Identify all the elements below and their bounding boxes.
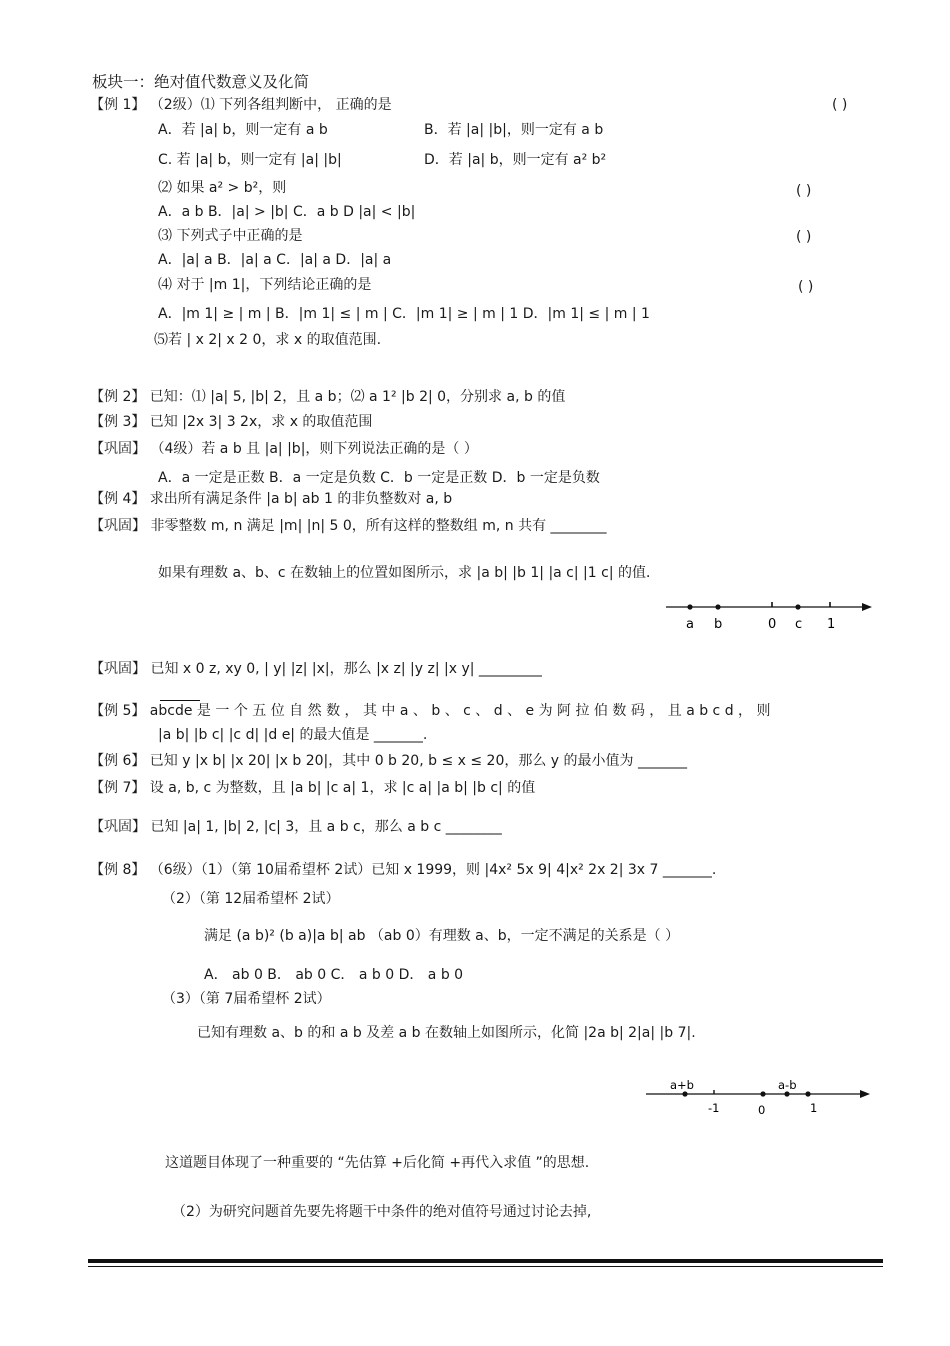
example-8-part-2: （2）（第 12届希望杯 2试） bbox=[162, 891, 340, 907]
label-a: a bbox=[686, 617, 694, 632]
number-line-1 bbox=[660, 595, 880, 635]
footer-rule-thick bbox=[88, 1259, 883, 1263]
option-line: D．若 |a| b，则一定有 a² b² bbox=[424, 152, 607, 168]
label-0: 0 bbox=[768, 617, 777, 632]
example-5-line-1: 【例 5】 abcde 是 一 个 五 位 自 然 数 ， 其 中 a 、 b 、 c 、 d 、 e 为 阿 拉 伯 数 码 ， 且 a b c d ， 则 bbox=[90, 703, 771, 719]
label-1: 1 bbox=[827, 617, 836, 632]
label-minus-1: -1 bbox=[708, 1101, 720, 1115]
example-8: 【例 8】 （6级）（1）（第 10届希望杯 2试）已知 x 1999，则 |4x² 5x 9| 4|x² 2x 2| 3x 7 _______. bbox=[90, 862, 717, 878]
consolidation-3: 如果有理数 a、b、c 在数轴上的位置如图所示，求 |a b| |b 1| |a c| |1 c| 的值． bbox=[158, 565, 660, 581]
option-line: A．|m 1| ≥ | m | B．|m 1| ≤ | m | C．|m 1| ≥ | m | 1 D．|m 1| ≤ | m | 1 bbox=[158, 306, 650, 322]
example-6: 【例 6】 已知 y |x b| |x 20| |x b 20|，其中 0 b 20, b ≤ x ≤ 20，那么 y 的最小值为 _______ bbox=[90, 753, 687, 769]
consolidation-4: 【巩固】 已知 x 0 z, xy 0, | y| |z| |x|，那么 |x z| |y z| |x y| _________ bbox=[90, 661, 542, 677]
note-discussion: （2）为研究问题首先要先将题干中条件的绝对值符号通过讨论去掉, bbox=[172, 1204, 592, 1220]
section-title: 板块一：绝对值代数意义及化简 bbox=[92, 73, 310, 91]
question-line: ⑷ 对于 |m 1|，下列结论正确的是 bbox=[158, 277, 372, 293]
footer-rule-thin bbox=[88, 1266, 883, 1267]
point-a-plus-b bbox=[682, 1091, 687, 1096]
option-line: C. 若 |a| b，则一定有 |a| |b| bbox=[158, 152, 342, 168]
point-b bbox=[715, 604, 720, 609]
question-line: ⑵ 如果 a² > b²，则 bbox=[158, 180, 287, 196]
answer-bracket: ( ) bbox=[832, 97, 848, 113]
number-line-2 bbox=[640, 1078, 880, 1123]
answer-bracket: ( ) bbox=[796, 183, 812, 199]
option-line: A．a b B．|a| > |b| C．a b D |a| < |b| bbox=[158, 204, 416, 220]
label-c: c bbox=[795, 617, 803, 632]
example-8-part-2-question: 满足 (a b)² (b a)|a b| ab （ab 0）有理数 a、b，一定不满足的关系是（ ） bbox=[204, 928, 680, 944]
point-a-minus-b bbox=[784, 1091, 789, 1096]
example-7: 【例 7】 设 a, b, c 为整数，且 |a b| |c a| 1，求 |c a| |a b| |b c| 的值 bbox=[90, 780, 536, 796]
label-0: 0 bbox=[758, 1103, 766, 1117]
label-1: 1 bbox=[810, 1101, 818, 1115]
question-line: ⑶ 下列式子中正确的是 bbox=[158, 228, 303, 244]
overline-abcde bbox=[160, 700, 200, 701]
point-one bbox=[805, 1091, 810, 1096]
example-5-line-2: |a b| |b c| |c d| |d e| 的最大值是 _______. bbox=[158, 727, 428, 743]
consolidation-5: 【巩固】 已知 |a| 1, |b| 2, |c| 3，且 a b c，那么 a b c ________ bbox=[90, 819, 502, 835]
point-c bbox=[795, 604, 800, 609]
example-8-part-3: （3）（第 7届希望杯 2试） bbox=[162, 991, 331, 1007]
label-a-minus-b: a-b bbox=[778, 1078, 797, 1092]
consolidation-1: 【巩固】 （4级）若 a b 且 |a| |b|，则下列说法正确的是（ ） bbox=[90, 441, 478, 457]
consolidation-2: 【巩固】 非零整数 m, n 满足 |m| |n| 5 0，所有这样的整数组 m, n 共有 ________ bbox=[90, 518, 607, 534]
answer-bracket: ( ) bbox=[796, 229, 812, 245]
example-4: 【例 4】 求出所有满足条件 |a b| ab 1 的非负整数对 a, b bbox=[90, 491, 453, 507]
option-line: B．若 |a| |b|，则一定有 a b bbox=[424, 122, 604, 138]
point-a bbox=[687, 604, 692, 609]
example-3: 【例 3】 已知 |2x 3| 3 2x，求 x 的取值范围 bbox=[90, 414, 373, 430]
point-zero bbox=[760, 1091, 765, 1096]
example-8-part-3-question: 已知有理数 a、b 的和 a b 及差 a b 在数轴上如图所示，化简 |2a b| 2|a| |b 7|. bbox=[197, 1025, 696, 1041]
option-line: A．|a| a B．|a| a C．|a| a D．|a| a bbox=[158, 252, 392, 268]
option-line: A．a 一定是正数 B．a 一定是负数 C．b 一定是正数 D．b 一定是负数 bbox=[158, 470, 600, 486]
option-line: A．若 |a| b，则一定有 a b bbox=[158, 122, 328, 138]
answer-bracket: ( ) bbox=[798, 279, 814, 295]
label-b: b bbox=[714, 617, 723, 632]
example-1-heading: 【例 1】 （2级）⑴ 下列各组判断中， 正确的是 bbox=[90, 97, 392, 113]
option-line: A． ab 0 B． ab 0 C． a b 0 D． a b 0 bbox=[204, 967, 464, 983]
question-line: ⑸若 | x 2| x 2 0，求 x 的取值范围. bbox=[154, 332, 382, 348]
label-a-plus-b: a+b bbox=[670, 1078, 694, 1092]
note-estimation: 这道题目体现了一种重要的 “先估算 +后化简 +再代入求值 ”的思想. bbox=[165, 1155, 590, 1171]
example-2: 【例 2】 已知：⑴ |a| 5, |b| 2，且 a b；⑵ a 1² |b 2| 0，分别求 a, b 的值 bbox=[90, 389, 566, 405]
